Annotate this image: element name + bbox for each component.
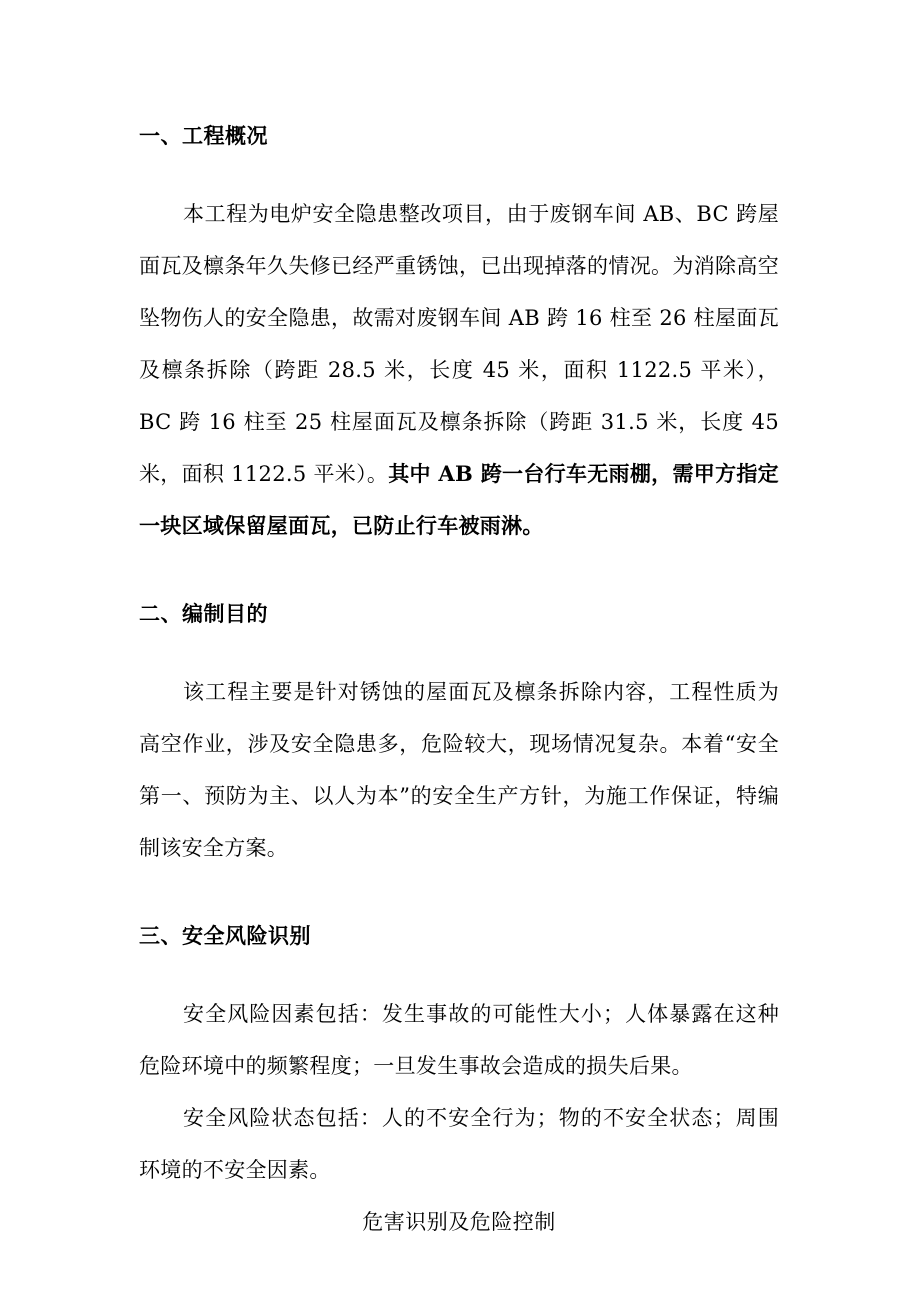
table-caption: 危害识别及危险控制 [362,1210,556,1234]
paragraph-overview-bold-text: 其中 AB 跨一台行车无雨棚，需甲方指定一块区域保留屋面瓦，已防止行车被雨淋。 [139,461,779,538]
section-heading-purpose: 二、编制目的 [139,602,268,626]
paragraph-overview-text: 本工程为电炉安全隐患整改项目，由于废钢车间 AB、BC 跨屋面瓦及檩条年久失修已经严重锈蚀，已出现掉落的情况。为消除高空坠物伤人的安全隐患，故需对废钢车间 AB 跨 16 柱至 26 柱屋面瓦及檩条拆除（跨距 28.5 米，长度 45 米，面积 1122.5 平米），BC 跨 16 柱至 25 柱屋面瓦及檩条拆除（跨距 31.5 米，长度 45 米，面积 1122.5 平米）。 [139,202,779,486]
spacer [139,162,779,188]
paragraph-purpose: 该工程主要是针对锈蚀的屋面瓦及檩条拆除内容，工程性质为高空作业，涉及安全隐患多，危险较大，现场情况复杂。本着“安全第一、预防为主、以人为本”的安全生产方针，为施工作保证，特编制该安全方案。 [139,680,779,860]
spacer [139,874,779,910]
document-body [139,110,779,1248]
spacer [139,640,779,666]
spacer [139,962,779,988]
spacer [139,552,779,588]
paragraph-risk-factors: 安全风险因素包括：发生事故的可能性大小；人体暴露在这种危险环境中的频繁程度；一旦发生事故会造成的损失后果。 [139,1002,779,1078]
paragraph-risk-states: 安全风险状态包括：人的不安全行为；物的不安全状态；周围环境的不安全因素。 [139,1106,779,1182]
paragraph-overview [139,188,779,552]
section-heading-overview: 一、工程概况 [139,124,268,148]
section-heading-risk: 三、安全风险识别 [139,924,311,948]
